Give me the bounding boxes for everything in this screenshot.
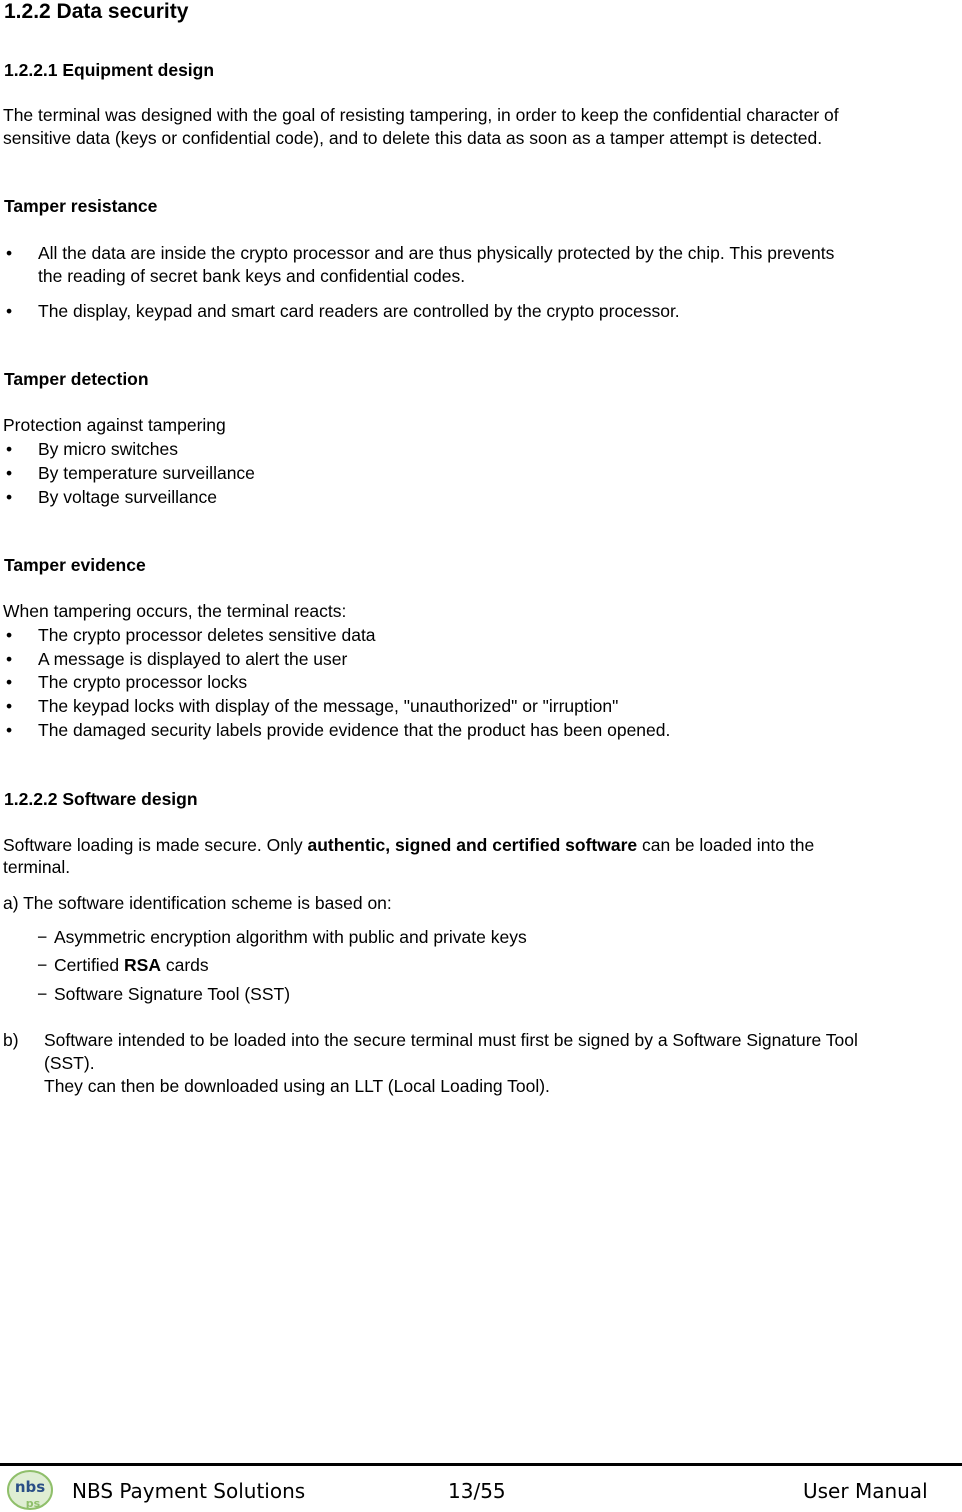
software-dash1: Asymmetric encryption algorithm with public and private keys <box>54 927 527 947</box>
equipment-intro-line1: The terminal was designed with the goal of resisting tampering, in order to keep the confidential character of <box>3 105 839 125</box>
bullet-icon: • <box>6 463 13 483</box>
tamper-evidence-heading: Tamper evidence <box>4 555 146 575</box>
tamper-resistance-heading: Tamper resistance <box>4 196 158 216</box>
bullet-icon: • <box>6 625 13 645</box>
bullet-icon: • <box>6 301 13 321</box>
equipment-design-heading: 1.2.2.1 Equipment design <box>4 60 215 80</box>
bullet-icon: • <box>6 243 13 263</box>
equipment-intro-line2: sensitive data (keys or confidential code), and to delete this data as soon as a tamper attempt is detected. <box>3 128 823 148</box>
software-dash3: Software Signature Tool (SST) <box>54 984 291 1004</box>
list-item: The crypto processor locks <box>38 672 248 692</box>
bullet-icon: • <box>6 487 13 507</box>
dash-icon: − <box>37 984 48 1004</box>
bullet-icon: • <box>6 439 13 459</box>
software-intro-pre: Software loading is made secure. Only <box>3 835 308 855</box>
software-intro-bold: authentic, signed and certified software <box>307 835 638 855</box>
list-item: The crypto processor deletes sensitive data <box>38 625 376 645</box>
footer-doc-title: User Manual <box>803 1479 928 1503</box>
list-item: The damaged security labels provide evidence that the product has been opened. <box>38 720 671 740</box>
list-item: The keypad locks with display of the message, "unauthorized" or "irruption" <box>38 696 619 716</box>
footer-divider <box>0 1463 962 1466</box>
software-intro-line1 <box>3 834 814 857</box>
software-b-line2: (SST). <box>44 1053 95 1073</box>
software-b-line1: Software intended to be loaded into the secure terminal must first be signed by a Software Signature Tool <box>44 1030 858 1050</box>
bullet-icon: • <box>6 720 13 740</box>
tamper-evidence-intro: When tampering occurs, the terminal reacts: <box>3 601 347 621</box>
nbs-logo-icon <box>6 1470 54 1512</box>
software-dash2-bold: RSA <box>124 955 161 975</box>
logo-bottom-text: ps <box>25 1497 41 1510</box>
section-title: 1.2.2 Data security <box>4 0 189 23</box>
bullet-icon: • <box>6 649 13 669</box>
footer-page-number: 13/55 <box>448 1479 506 1503</box>
bullet-icon: • <box>6 672 13 692</box>
logo-top-text: nbs <box>14 1478 46 1496</box>
tamper-detection-heading: Tamper detection <box>4 369 149 389</box>
tamper-detection-intro: Protection against tampering <box>3 415 226 435</box>
list-item: By micro switches <box>38 439 179 459</box>
list-item: By temperature surveillance <box>38 463 255 483</box>
software-dash2-pre: Certified <box>54 955 125 975</box>
software-dash2-post: cards <box>160 955 209 975</box>
list-item: A message is displayed to alert the user <box>38 649 348 669</box>
tamper-resistance-item1-line2: the reading of secret bank keys and confidential codes. <box>38 266 466 286</box>
software-design-heading: 1.2.2.2 Software design <box>4 789 198 809</box>
footer-company: NBS Payment Solutions <box>72 1479 306 1503</box>
software-b-label: b) <box>3 1030 19 1050</box>
dash-icon: − <box>37 955 48 975</box>
software-intro-post: can be loaded into the <box>637 835 815 855</box>
software-intro-line2: terminal. <box>3 857 71 877</box>
software-b-line3: They can then be downloaded using an LLT (Local Loading Tool). <box>44 1076 550 1096</box>
tamper-resistance-item1-line1: All the data are inside the crypto processor and are thus physically protected by the chip. This prevents <box>38 243 835 263</box>
tamper-resistance-item2: The display, keypad and smart card readers are controlled by the crypto processor. <box>38 301 680 321</box>
list-item: By voltage surveillance <box>38 487 217 507</box>
bullet-icon: • <box>6 696 13 716</box>
software-a-label: a) The software identification scheme is based on: <box>3 893 392 913</box>
dash-icon: − <box>37 927 48 947</box>
software-dash2 <box>54 954 209 977</box>
